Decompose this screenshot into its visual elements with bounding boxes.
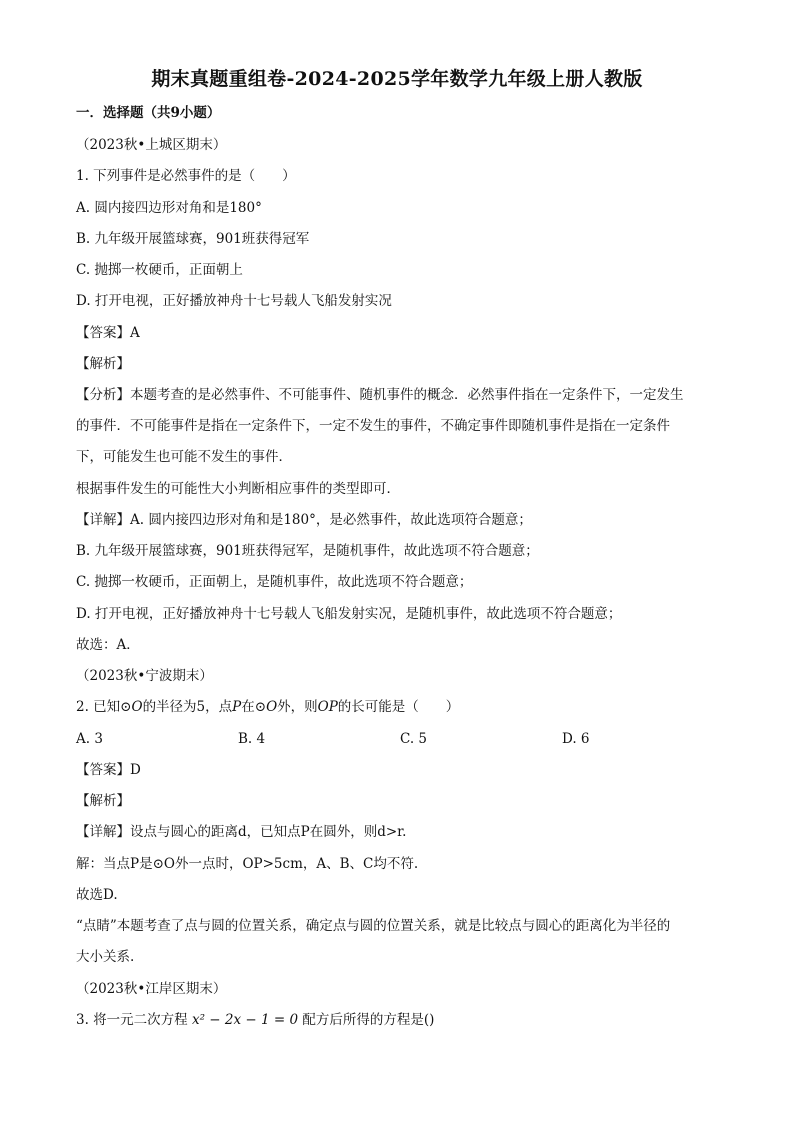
- q1-analysis-line-4: 根据事件发生的可能性大小判断相应事件的类型即可．: [76, 481, 400, 497]
- q1-detail-line-3: C. 抛掷一枚硬币，正面朝上，是随机事件，故此选项不符合题意；: [76, 574, 473, 590]
- q2-stem: [76, 698, 459, 716]
- q1-source: （2023秋•上城区期末）: [76, 137, 227, 153]
- q3-equation: x² − 2x − 1 = 0: [191, 1012, 299, 1028]
- q1-option-a: A. 圆内接四边形对角和是180°: [76, 200, 262, 216]
- q2-stem-part-8: OP: [317, 699, 338, 715]
- q3-source: （2023秋•江岸区期末）: [76, 981, 227, 997]
- q1-conclusion: 故选：A．: [76, 637, 140, 653]
- q2-stem-part-3: 的半径为5，点: [142, 699, 233, 715]
- q2-answer: 【答案】D: [76, 762, 141, 778]
- page-title: 期末真题重组卷-2024-2025学年数学九年级上册人教版: [151, 68, 643, 90]
- q2-comment-line-1: “点睛”本题考查了点与圆的位置关系，确定点与圆的位置关系，就是比较点与圆心的距离化为半径的: [76, 918, 671, 934]
- q1-analysis-label: 【解析】: [76, 356, 130, 372]
- q1-detail-line-1: 【详解】A. 圆内接四边形对角和是180°，是必然事件，故此选项符合题意；: [76, 512, 532, 528]
- q2-analysis-label: 【解析】: [76, 793, 130, 809]
- q2-option-c: C. 5: [400, 731, 428, 747]
- q2-solution: 解：当点P是⊙O外一点时，OP>5cm，A、B、C均不符.: [76, 856, 419, 872]
- q1-option-d: D. 打开电视，正好播放神舟十七号载人飞船发射实况: [76, 293, 392, 309]
- q2-stem-part-5: 在⊙: [241, 699, 267, 715]
- q2-detail: 【详解】设点与圆心的距离d，已知点P在圆外，则d>r.: [76, 824, 407, 840]
- q2-option-d: D. 6: [562, 731, 590, 747]
- q2-option-b: B. 4: [238, 731, 266, 747]
- q2-stem-part-6: O: [266, 699, 278, 715]
- section-heading: 一．选择题（共9小题）: [76, 105, 221, 121]
- q1-analysis-line-3: 下，可能发生也可能不发生的事件．: [76, 449, 292, 465]
- q3-stem-suffix: 配方后所得的方程是(): [302, 1012, 435, 1028]
- q2-comment-line-2: 大小关系.: [76, 949, 135, 965]
- q2-stem-part-7: 外，则: [277, 699, 318, 715]
- q3-stem-prefix: 3. 将一元二次方程: [76, 1012, 188, 1028]
- q2-stem-part-9: 的长可能是（ ）: [337, 699, 460, 715]
- q1-detail-line-2: B. 九年级开展篮球赛，901班获得冠军，是随机事件，故此选项不符合题意；: [76, 543, 539, 559]
- q2-option-a: A. 3: [76, 731, 103, 747]
- q1-answer: 【答案】A: [76, 325, 140, 341]
- q3-stem: [76, 1011, 434, 1029]
- q2-stem-part-4: P: [232, 699, 242, 715]
- q1-option-c: C. 抛掷一枚硬币，正面朝上: [76, 262, 243, 278]
- q1-analysis-line-2: 的事件．不可能事件是指在一定条件下，一定不发生的事件，不确定事件即随机事件是指在一定条件: [76, 418, 670, 434]
- q2-source: （2023秋•宁波期末）: [76, 668, 213, 684]
- q1-option-b: B. 九年级开展篮球赛，901班获得冠军: [76, 231, 310, 247]
- q2-stem-part-1: 2. 已知⊙: [76, 699, 132, 715]
- q2-conclusion: 故选D.: [76, 887, 118, 903]
- q1-analysis-line-1: 【分析】本题考查的是必然事件、不可能事件、随机事件的概念．必然事件指在一定条件下，一定发生: [76, 387, 684, 403]
- q1-stem: 1. 下列事件是必然事件的是（ ）: [76, 168, 296, 184]
- q1-detail-line-4: D. 打开电视，正好播放神舟十七号载人飞船发射实况，是随机事件，故此选项不符合题意；: [76, 606, 622, 622]
- q2-stem-part-2: O: [131, 699, 143, 715]
